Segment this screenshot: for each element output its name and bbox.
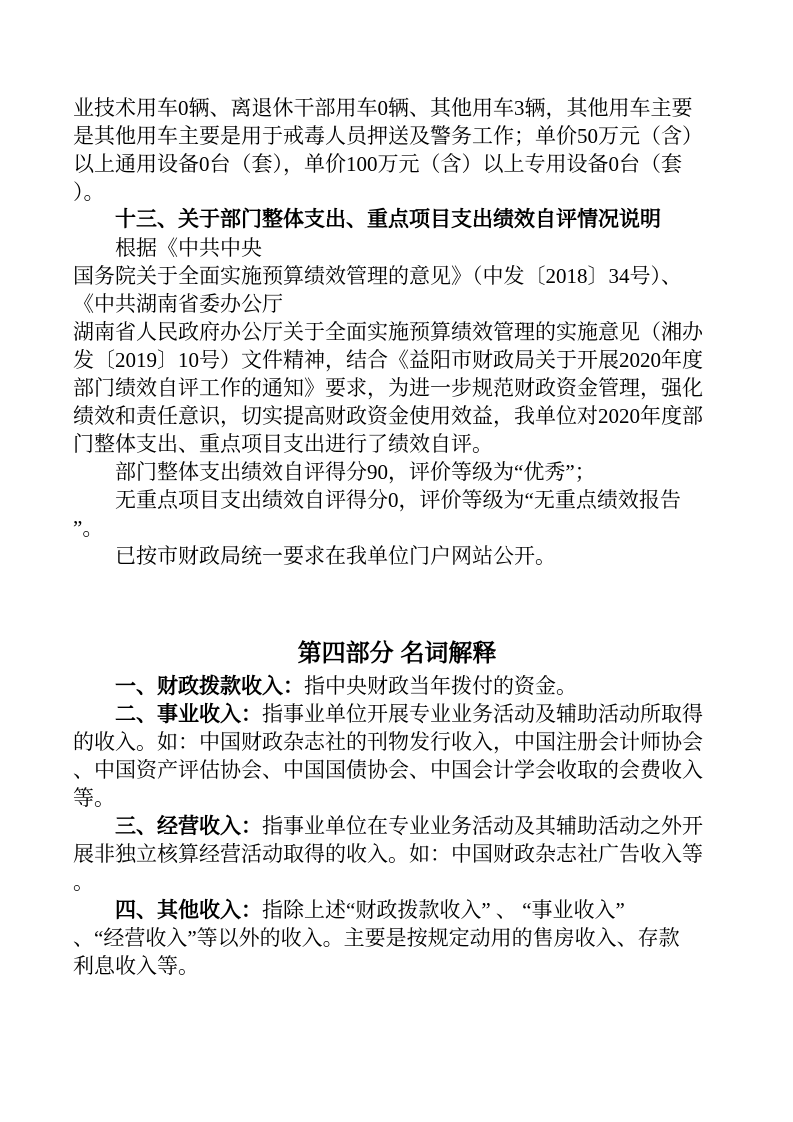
text-line: 业技术用车0辆、离退休干部用车0辆、其他用车3辆，其他用车主要: [73, 96, 693, 120]
term-2-definition: 指事业单位开展专业业务活动及辅助活动所取得: [262, 702, 703, 726]
text-line: 发〔2019〕10号）文件精神，结合《益阳市财政局关于开展2020年度: [73, 348, 703, 372]
text-line: 是其他用车主要是用于戒毒人员押送及警务工作；单价50万元（含）: [73, 124, 703, 148]
text-line: 以上通用设备0台（套），单价100万元（含）以上专用设备0台（套: [73, 152, 682, 176]
text-line: ”。: [73, 516, 104, 540]
text-line: 湖南省人民政府办公厅关于全面实施预算绩效管理的实施意见（湘办: [73, 320, 703, 344]
text-line: 展非独立核算经营活动取得的收入。如：中国财政杂志社广告收入等: [73, 842, 703, 866]
term-definition-line: [73, 672, 721, 700]
text-line: 国务院关于全面实施预算绩效管理的意见》（中发〔2018〕34号）、: [73, 264, 682, 288]
text-line: 、中国资产评估协会、中国国债协会、中国会计学会收取的会费收入: [73, 758, 703, 782]
text-line: 利息收入等。: [73, 954, 199, 978]
text-line: ）。: [73, 180, 105, 204]
text-line: 等。: [73, 786, 115, 810]
term-3-label: 三、经营收入：: [115, 815, 262, 838]
part-4-title: 第四部分 名词解释: [297, 640, 497, 667]
text-line: 的收入。如：中国财政杂志社的刊物发行收入，中国注册会计师协会: [73, 730, 703, 754]
text-line: 。: [73, 870, 94, 894]
evaluation-score-line: 部门整体支出绩效自评得分90，评价等级为“优秀”；: [115, 460, 596, 484]
text-line: 根据《中共中央: [115, 236, 262, 260]
term-2-label: 二、事业收入：: [115, 703, 262, 726]
evaluation-score-line: 无重点项目支出绩效自评得分0，评价等级为“无重点绩效报告: [115, 488, 681, 512]
term-definition-line: [73, 896, 721, 924]
publish-statement-line: 已按市财政局统一要求在我单位门户网站公开。: [115, 544, 556, 568]
term-definition-line: [73, 700, 721, 728]
text-line: 绩效和责任意识，切实提高财政资金使用效益，我单位对2020年度部: [73, 404, 703, 428]
section-13-heading: 十三、关于部门整体支出、重点项目支出绩效自评情况说明: [115, 208, 661, 231]
term-1-definition: 指中央财政当年拨付的资金。: [304, 674, 577, 698]
term-4-definition: 指除上述“财政拨款收入” 、 “事业收入”: [262, 898, 625, 922]
text-line: 《中共湖南省委办公厅: [73, 292, 283, 316]
term-1-label: 一、财政拨款收入：: [115, 675, 304, 698]
text-line: 、“经营收入”等以外的收入。主要是按规定动用的售房收入、存款: [73, 926, 680, 950]
text-line: 部门绩效自评工作的通知》要求，为进一步规范财政资金管理，强化: [73, 376, 703, 400]
text-line: 门整体支出、重点项目支出进行了绩效自评。: [73, 432, 493, 456]
term-definition-line: [73, 812, 721, 840]
term-4-label: 四、其他收入：: [115, 899, 262, 922]
term-3-definition: 指事业单位在专业业务活动及其辅助活动之外开: [262, 814, 703, 838]
document-content: [73, 94, 721, 980]
